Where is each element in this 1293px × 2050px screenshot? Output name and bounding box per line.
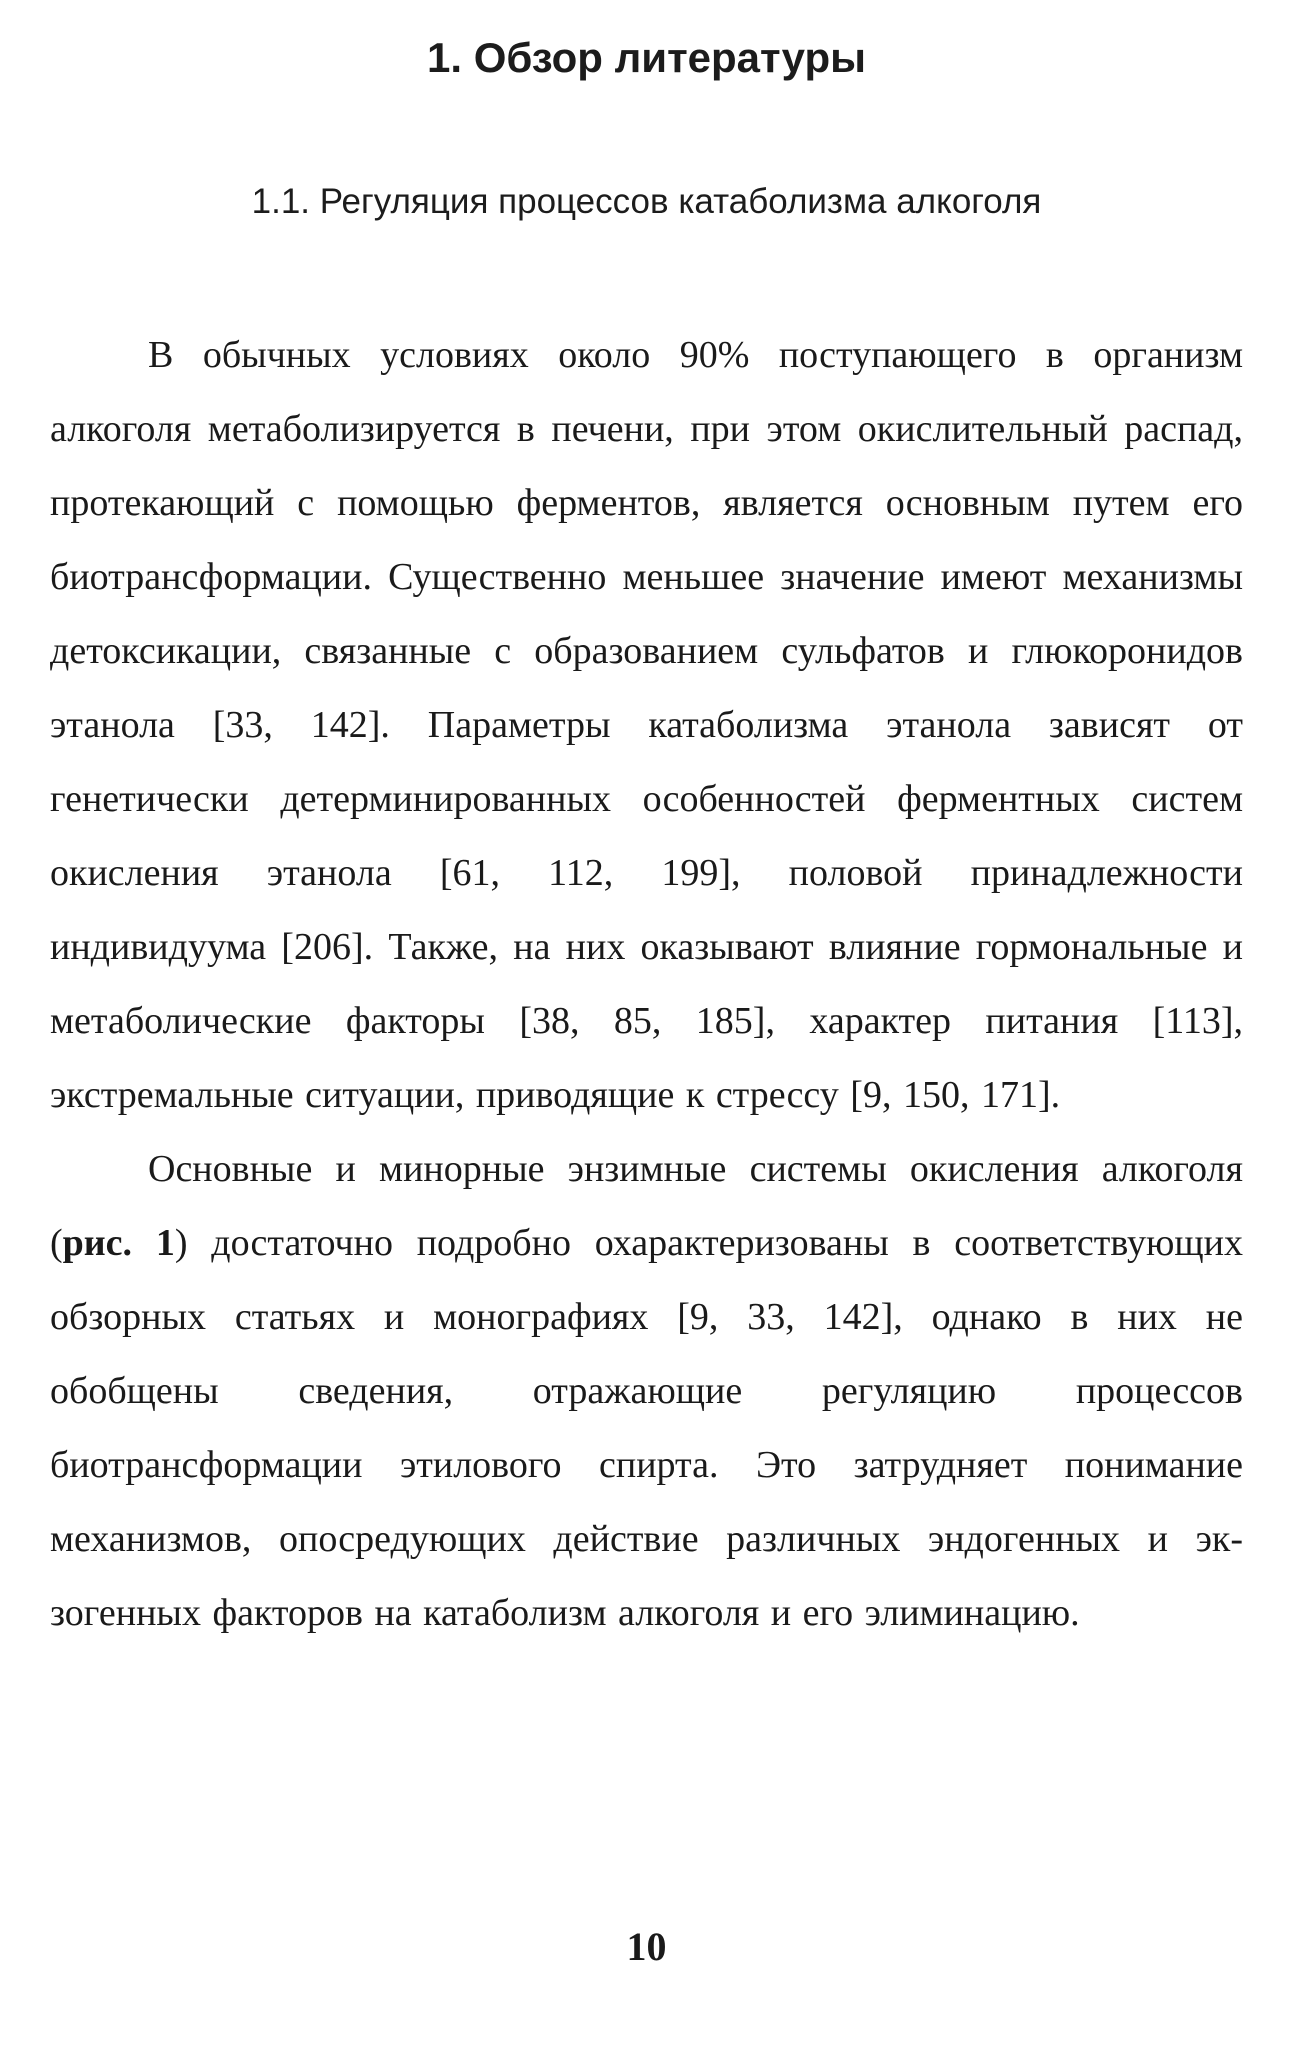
page-number: 10 — [626, 1924, 667, 1969]
section-title: 1.1. Регуляция процессов катаболизма алкоголя — [251, 182, 1042, 221]
figure-reference: рис. 1 — [62, 1222, 175, 1264]
paragraph-2-start: Основные и минорные энзимные системы окисления алкоголя ( — [50, 1148, 1243, 1264]
chapter-title: 1. Обзор литературы — [427, 34, 866, 81]
body-text — [50, 318, 1243, 1650]
paragraph-1: В обычных условиях около 90% поступающего в организм алкоголя метаболизируется в печени, при этом окислительный распад, протекающий с помощью ферментов, является основным путем его биотрансформации. Существенно меньшее значение имеют механизмы детоксикации, связанные с образованием сульфатов и глюкоронидов этанола [33, 142]. Параметры катаболизма этанола зависят от генетически детерминированных особенностей ферментных систем окисления этанола [61, 112, 199], половой принадлежности индивидуума [206]. Также, на них оказывают влияние гормональные и метаболические факторы [38, 85, 185], характер питания [113], экстремальные ситуации, приводящие к стрессу [9, 150, 171]. — [50, 334, 1243, 1116]
paragraph-2-end: ) достаточно подробно охарактеризованы в соответствующих обзорных статьях и монографиях [9, 33, 142], однако в них не обобщены сведения, отражающие регуляцию процессов биотрансформации этилового спирта. Это затрудняет понимание механизмов, опосредующих действие различных эндогенных и экзогенных факторов на катаболизм алкоголя и его элиминацию. — [50, 1222, 1243, 1634]
paragraph-2 — [50, 1132, 1243, 1650]
